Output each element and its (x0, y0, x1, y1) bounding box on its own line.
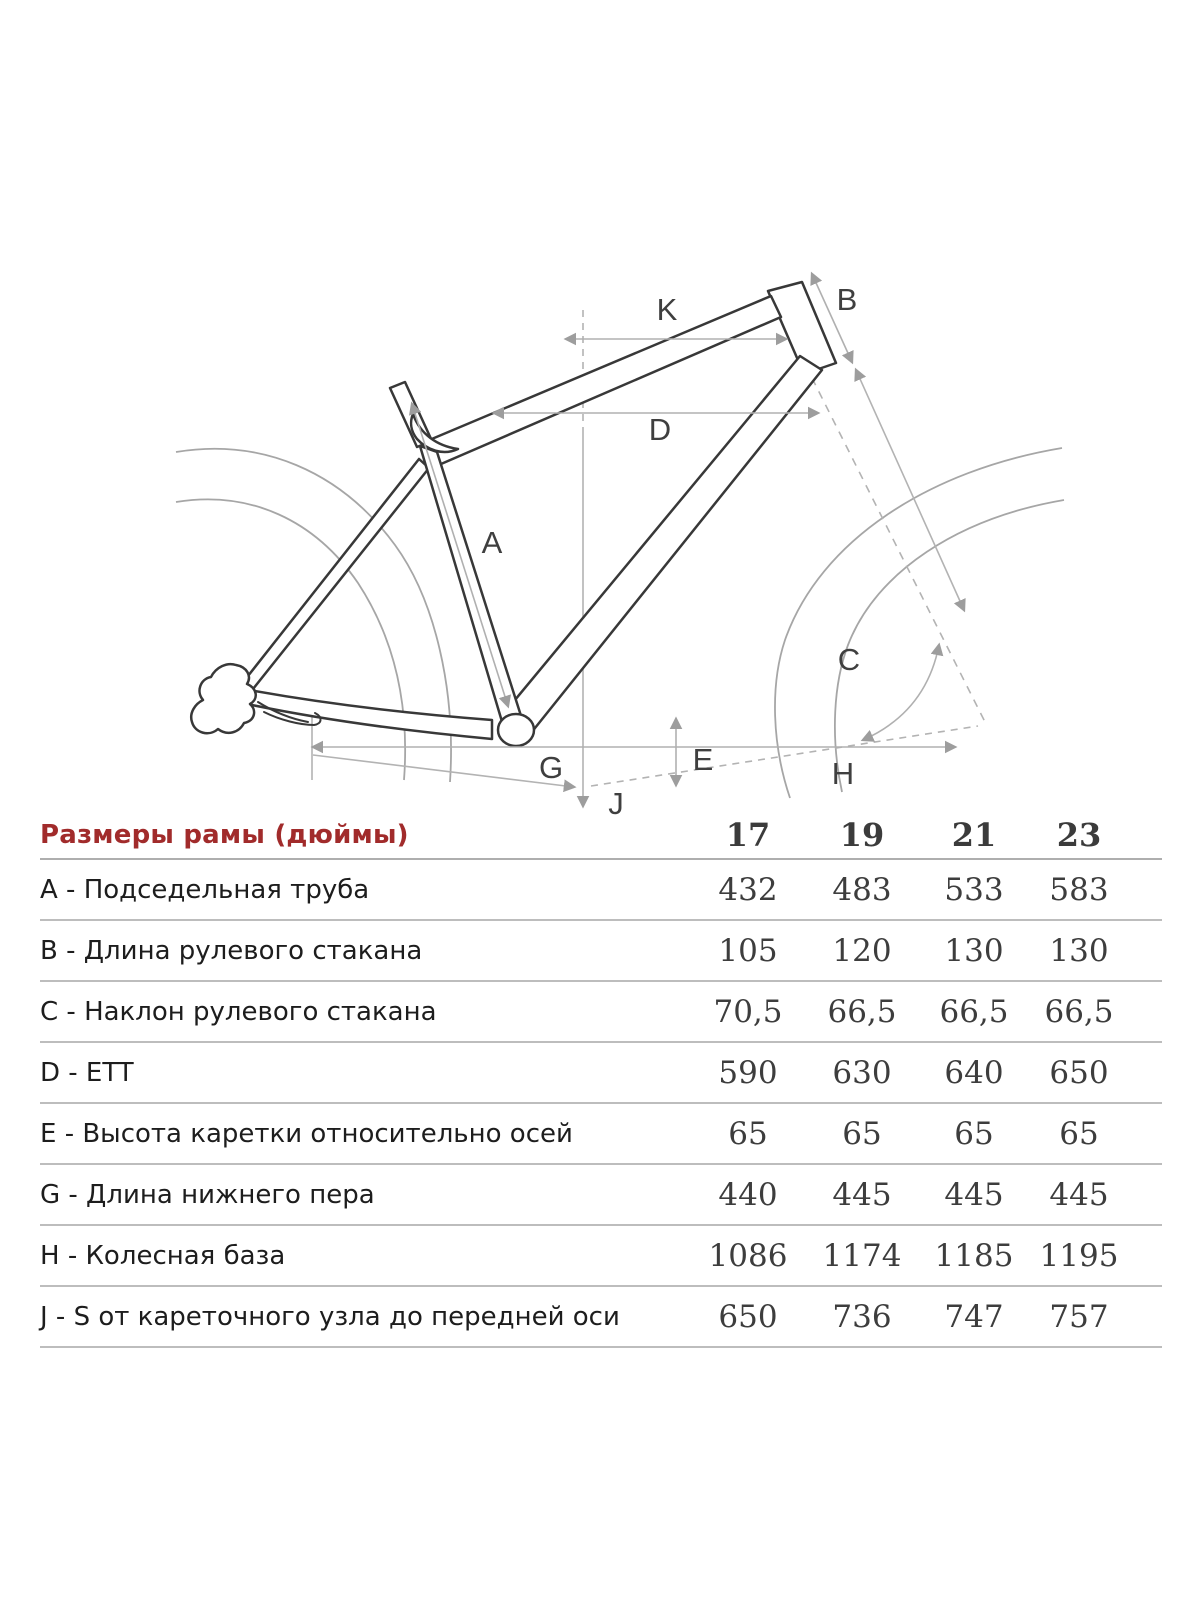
row-value: 640 (944, 1054, 1004, 1091)
row-value: 70,5 (713, 993, 783, 1030)
row-value: 65 (1059, 1115, 1099, 1152)
dim-label-A: A (481, 525, 503, 560)
table-row-B (40, 921, 1162, 982)
column-header-21: 21 (951, 816, 997, 854)
row-value: 583 (1049, 871, 1109, 908)
dim-label-C: C (837, 642, 861, 677)
row-label: G - Длина нижнего пера (40, 1179, 375, 1210)
row-value: 747 (944, 1298, 1004, 1335)
dim-label-J: J (608, 786, 624, 821)
dim-J-line (313, 755, 574, 787)
row-value: 1086 (708, 1237, 788, 1274)
bike-frame (191, 282, 836, 746)
row-value: 1195 (1039, 1237, 1119, 1274)
table-row-D (40, 1043, 1162, 1104)
row-value: 650 (1049, 1054, 1109, 1091)
row-value: 66,5 (939, 993, 1009, 1030)
row-value: 1174 (822, 1237, 902, 1274)
table-row-H (40, 1226, 1162, 1287)
front-wheel-inner-arc (835, 500, 1064, 792)
seat-stay-tube (244, 459, 429, 689)
row-value: 120 (832, 932, 892, 969)
table-row-J (40, 1287, 1162, 1348)
row-value: 590 (718, 1054, 778, 1091)
row-value: 440 (718, 1176, 778, 1213)
row-value: 445 (1049, 1176, 1109, 1213)
row-value: 65 (728, 1115, 768, 1152)
top-tube (427, 296, 781, 464)
row-label: D - ETT (40, 1057, 134, 1088)
dim-label-B: B (836, 282, 858, 317)
table-row-E (40, 1104, 1162, 1165)
table-row-A (40, 860, 1162, 921)
dim-label-D: D (648, 412, 672, 447)
dim-label-G: G (538, 750, 564, 785)
row-value: 650 (718, 1298, 778, 1335)
dimension-lines (313, 274, 955, 785)
bottom-bracket-shell (498, 714, 534, 746)
row-value: 736 (832, 1298, 892, 1335)
row-value: 1185 (934, 1237, 1014, 1274)
row-label: C - Наклон рулевого стакана (40, 996, 437, 1027)
row-value: 65 (842, 1115, 882, 1152)
rear-dropout (191, 664, 256, 733)
row-value: 432 (718, 871, 778, 908)
row-value: 757 (1049, 1298, 1109, 1335)
row-value: 533 (944, 871, 1004, 908)
column-header-19: 19 (839, 816, 885, 854)
dim-label-H: H (831, 756, 855, 791)
fork-axis-line (856, 370, 964, 610)
seat-tube (420, 446, 522, 725)
row-value: 630 (832, 1054, 892, 1091)
row-value: 66,5 (827, 993, 897, 1030)
column-header-17: 17 (725, 816, 771, 854)
row-value: 483 (832, 871, 892, 908)
row-label: H - Колесная база (40, 1240, 286, 1271)
row-value: 445 (832, 1176, 892, 1213)
row-label: A - Подседельная труба (40, 874, 370, 905)
row-value: 66,5 (1044, 993, 1114, 1030)
row-value: 130 (1049, 932, 1109, 969)
table-title: Размеры рамы (дюймы) (40, 820, 409, 850)
row-value: 445 (944, 1176, 1004, 1213)
dim-label-K: K (656, 292, 678, 327)
row-value: 105 (718, 932, 778, 969)
front-wheel-outer-arc (775, 448, 1062, 798)
row-value: 130 (944, 932, 1004, 969)
column-header-23: 23 (1056, 816, 1102, 854)
table-header-row (40, 812, 1162, 860)
geometry-table (40, 812, 1162, 1348)
table-row-G (40, 1165, 1162, 1226)
row-value: 65 (954, 1115, 994, 1152)
table-row-C (40, 982, 1162, 1043)
row-label: E - Высота каретки относительно осей (40, 1118, 573, 1149)
dim-label-E: E (692, 742, 714, 777)
dim-C-angle-arc (863, 645, 939, 740)
row-label: B - Длина рулевого стакана (40, 935, 423, 966)
row-label: J - S от кареточного узла до передней оси (40, 1301, 620, 1332)
